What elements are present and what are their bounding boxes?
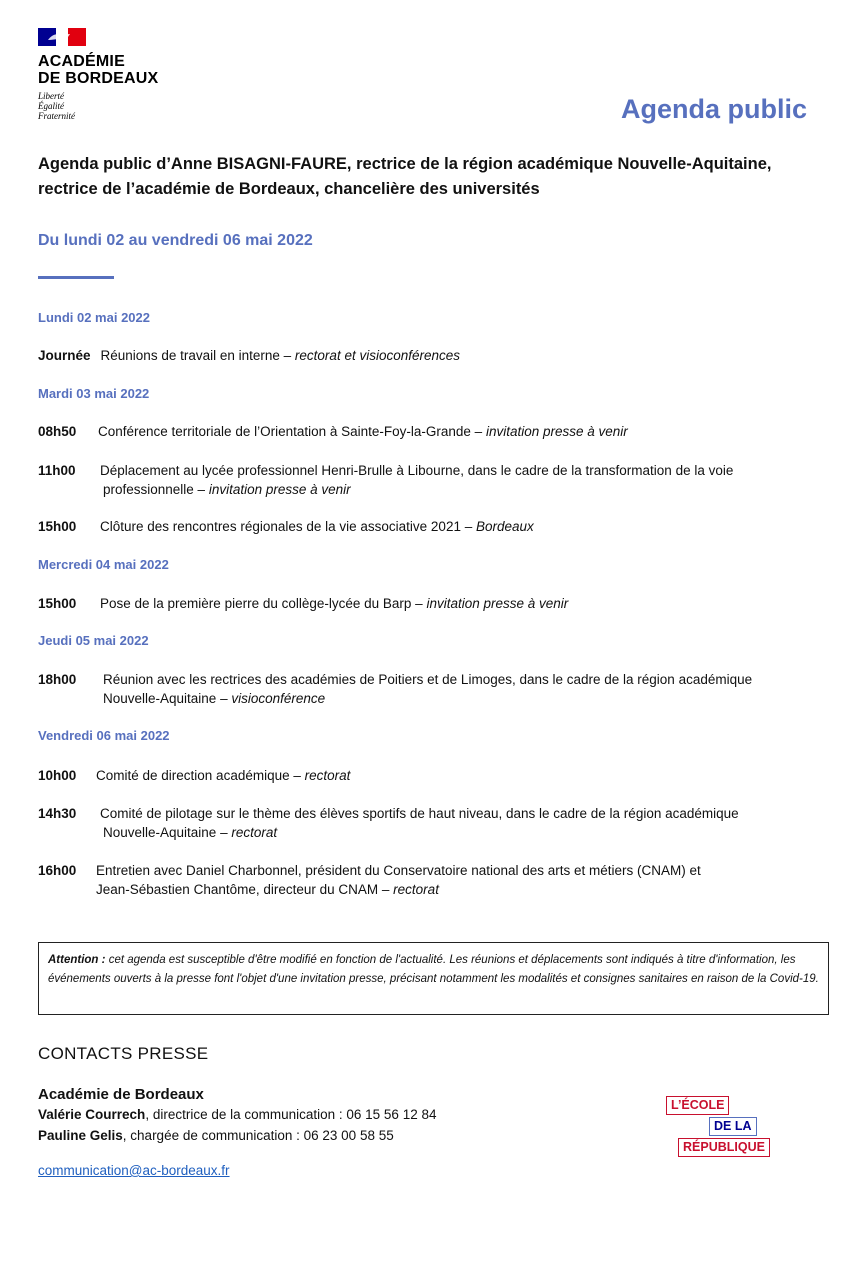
agenda-event [38, 422, 839, 441]
event-location: invitation presse à venir [208, 482, 351, 497]
motto-egalite: Égalité [38, 101, 64, 111]
day-heading: Mercredi 04 mai 2022 [38, 557, 169, 572]
motto-fraternite: Fraternité [38, 111, 75, 121]
event-location: visioconférence [231, 691, 326, 706]
page-title: Agenda public d’Anne BISAGNI-FAURE, rectrice de la région académique Nouvelle-Aquitaine, rectrice de l’académie de Bordeaux, chancelière des universités [38, 155, 772, 198]
event-time: 18h00 [38, 672, 77, 687]
event-location: rectorat [393, 882, 439, 897]
event-text: Comité de pilotage sur le thème des élèves sportifs de haut niveau, dans le cadre de la région académique [100, 806, 739, 821]
contact-role: , chargée de communication : 06 23 00 58 55 [122, 1128, 394, 1143]
event-text: Entretien avec Daniel Charbonnel, président du Conservatoire national des arts et métiers (CNAM) et [96, 863, 701, 878]
event-text-cont: Nouvelle-Aquitaine – [103, 825, 228, 840]
marianne-flag-icon [38, 28, 86, 46]
agenda-event [38, 346, 839, 365]
ecole-line-3: RÉPUBLIQUE [678, 1138, 770, 1157]
event-location: Bordeaux [476, 519, 534, 534]
notice-box [38, 942, 829, 1015]
contact-org: Académie de Bordeaux [38, 1086, 204, 1103]
agenda-event [38, 517, 839, 536]
contacts-heading: CONTACTS PRESSE [38, 1044, 209, 1063]
ecole-line-1: L’ÉCOLE [666, 1096, 729, 1115]
event-time: 16h00 [38, 863, 77, 878]
title-underline [38, 276, 114, 279]
ecole-line-2: DE LA [709, 1117, 757, 1136]
agenda-event [38, 594, 839, 613]
notice-label: Attention : [48, 954, 106, 966]
event-text: Clôture des rencontres régionales de la vie associative 2021 – [100, 519, 473, 534]
event-text: Réunion avec les rectrices des académies de Poitiers et de Limoges, dans le cadre de la région académique [103, 672, 753, 687]
ecole-republique-logo [666, 1096, 790, 1160]
event-time: 10h00 [38, 768, 77, 783]
contact-name: Pauline Gelis [38, 1128, 123, 1143]
contact-role: , directrice de la communication : 06 15 56 12 84 [145, 1107, 437, 1122]
day-heading: Mardi 03 mai 2022 [38, 386, 150, 401]
agenda-event [38, 670, 839, 708]
event-text: Conférence territoriale de l’Orientation à Sainte-Foy-la-Grande – [98, 424, 483, 439]
agenda-event [38, 804, 839, 842]
agenda-label: Agenda public [620, 94, 807, 124]
event-location: rectorat [304, 768, 351, 783]
event-time: 14h30 [38, 806, 77, 821]
event-text-cont: professionnelle – [103, 482, 206, 497]
event-text: Réunions de travail en interne – [100, 348, 292, 363]
motto-liberte: Liberté [38, 91, 64, 101]
logo-line-1: ACADÉMIE [38, 53, 125, 70]
day-heading: Lundi 02 mai 2022 [38, 310, 150, 325]
day-heading: Vendredi 06 mai 2022 [38, 728, 170, 743]
event-text-cont: Nouvelle-Aquitaine – [103, 691, 228, 706]
contact-line [38, 1128, 394, 1143]
event-location: rectorat et visioconférences [294, 348, 461, 363]
academie-logo [38, 28, 198, 121]
contact-line [38, 1107, 436, 1122]
contact-name: Valérie Courrech [38, 1107, 146, 1122]
event-location: invitation presse à venir [426, 596, 569, 611]
date-range: Du lundi 02 au vendredi 06 mai 2022 [38, 232, 313, 249]
event-text: Déplacement au lycée professionnel Henri-Brulle à Libourne, dans le cadre de la transformation de la voie [100, 463, 734, 478]
notice-text: cet agenda est susceptible d'être modifié en fonction de l'actualité. Les réunions et déplacements sont indiqués à titre d'information, les événements ouverts à la presse font l'objet d'une invitation presse, précisant notamment les modalités et consignes sanitaires en raison de la Covid-19. [48, 954, 819, 985]
day-heading: Jeudi 05 mai 2022 [38, 633, 149, 648]
event-time: 15h00 [38, 596, 77, 611]
event-time: Journée [38, 348, 91, 363]
agenda-event [38, 766, 839, 785]
event-time: 08h50 [38, 424, 77, 439]
event-location: invitation presse à venir [485, 424, 628, 439]
logo-line-2: DE BORDEAUX [38, 70, 159, 87]
agenda-event [38, 861, 839, 899]
event-location: rectorat [231, 825, 278, 840]
event-text: Pose de la première pierre du collège-lycée du Barp – [100, 596, 423, 611]
agenda-event [38, 461, 839, 499]
event-time: 15h00 [38, 519, 77, 534]
event-text: Comité de direction académique – [96, 768, 301, 783]
event-text-cont: Jean-Sébastien Chantôme, directeur du CNAM – [96, 882, 390, 897]
event-time: 11h00 [38, 463, 76, 478]
email-link[interactable]: communication@ac-bordeaux.fr [38, 1163, 230, 1178]
